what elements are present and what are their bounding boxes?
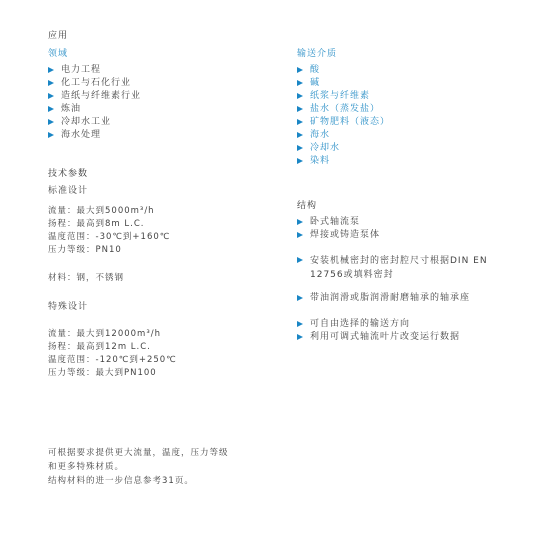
spec-line: 压力等级：最大到PN100 [48,368,157,378]
triangle-bullet-icon [297,334,303,340]
special-specs [48,328,177,380]
triangle-bullet-icon [297,132,303,138]
media-heading: 输送介质 [297,49,338,59]
material-line: 材料：钢，不锈钢 [48,273,125,283]
media-list [297,64,390,168]
list-item: 冷却水 [297,142,390,155]
triangle-bullet-icon [297,321,303,327]
note-line: 结构材料的进一步信息参考31页。 [48,476,194,486]
list-item: 造纸与纤维素行业 [48,90,141,103]
standard-heading: 标准设计 [48,186,89,196]
note-line: 和更多特殊材质。 [48,462,125,472]
material-line-wrap [48,272,124,285]
structure-heading: 结构 [297,201,318,211]
triangle-bullet-icon [48,80,54,86]
spec-line: 扬程：最高到8m L.C. [48,219,145,229]
triangle-bullet-icon [297,119,303,125]
list-item: 酸 [297,64,390,77]
note-paragraph [48,446,229,488]
spec-line: 扬程：最高到12m L.C. [48,342,151,352]
spec-line: 温度范围：-120℃到+250℃ [48,355,177,365]
structure-group-1 [297,216,380,242]
tech-heading: 技术参数 [48,169,89,179]
application-heading: 应用 [48,31,69,41]
structure-group-3 [297,292,470,305]
list-item: 炼油 [48,103,141,116]
fields-heading: 领域 [48,49,69,59]
triangle-bullet-icon [297,158,303,164]
list-item: 矿物肥料（液态） [297,116,390,129]
list-item: 冷却水工业 [48,116,141,129]
triangle-bullet-icon [297,257,303,263]
list-item: 电力工程 [48,64,141,77]
list-item: 卧式轴流泵 [297,216,380,229]
structure-group-4 [297,318,460,344]
list-item: 盐水（蒸发盐） [297,103,390,116]
list-item: 带油润滑或脂润滑耐磨轴承的轴承座 [297,292,470,305]
list-item: 海水 [297,129,390,142]
list-item: 焊接或铸造泵体 [297,229,380,242]
standard-specs [48,205,170,257]
list-item: 可自由选择的输送方向 [297,318,460,331]
list-item: 化工与石化行业 [48,77,141,90]
triangle-bullet-icon [297,80,303,86]
list-item: 碱 [297,77,390,90]
list-item: 海水处理 [48,129,141,142]
triangle-bullet-icon [48,119,54,125]
fields-list [48,64,141,142]
spec-line: 压力等级：PN10 [48,245,122,255]
triangle-bullet-icon [297,106,303,112]
list-item: 纸浆与纤维素 [297,90,390,103]
spec-line: 流量：最大到12000m³/h [48,329,161,339]
triangle-bullet-icon [297,219,303,225]
note-line: 可根据要求提供更大流量，温度，压力等级 [48,448,229,458]
triangle-bullet-icon [297,232,303,238]
triangle-bullet-icon [48,132,54,138]
triangle-bullet-icon [48,106,54,112]
triangle-bullet-icon [297,145,303,151]
spec-line: 流量：最大到5000m³/h [48,206,155,216]
list-item: 染料 [297,155,390,168]
special-heading: 特殊设计 [48,302,89,312]
structure-group-2 [297,254,502,282]
list-item: 安装机械密封的密封腔尺寸根据DIN EN 12756或填料密封 [297,254,502,282]
triangle-bullet-icon [48,67,54,73]
triangle-bullet-icon [297,295,303,301]
triangle-bullet-icon [297,67,303,73]
spec-line: 温度范围：-30℃到+160℃ [48,232,171,242]
list-item: 利用可调式轴流叶片改变运行数据 [297,331,460,344]
triangle-bullet-icon [297,93,303,99]
triangle-bullet-icon [48,93,54,99]
